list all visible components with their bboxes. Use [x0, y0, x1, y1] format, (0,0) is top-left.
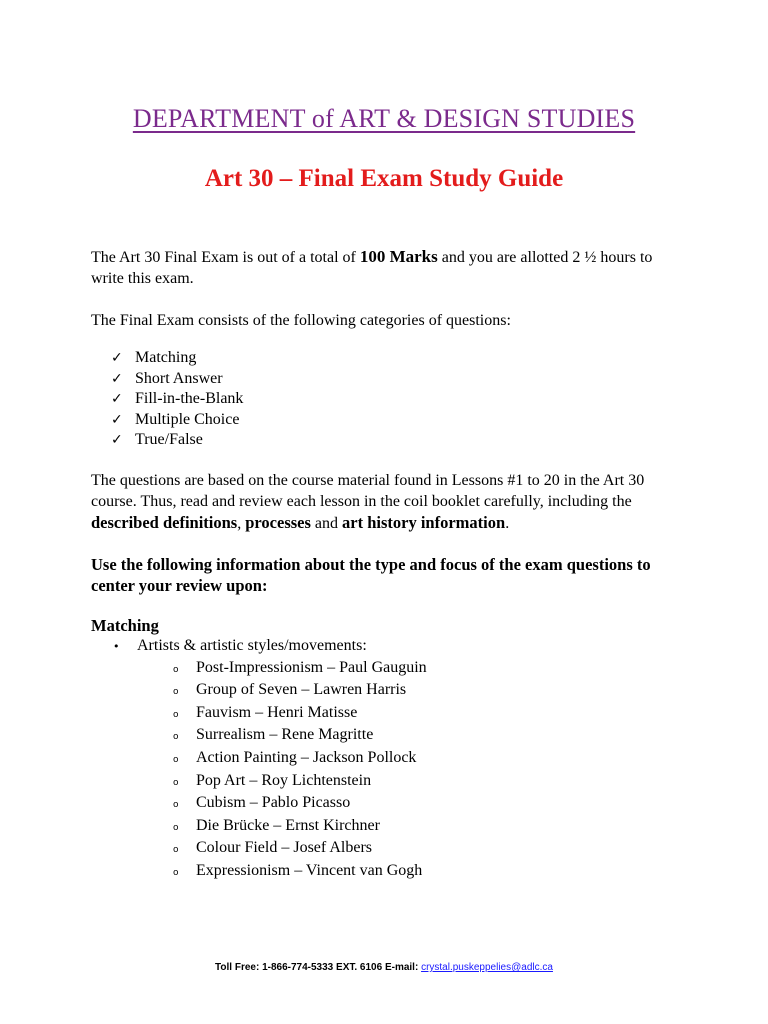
check-icon: ✓	[111, 411, 123, 428]
matching-sub-list	[91, 658, 681, 884]
check-icon: ✓	[111, 370, 123, 387]
bold-definitions: described definitions	[91, 512, 238, 532]
footer-text: Toll Free: 1-866-774-5333 EXT. 6106 E-mail:	[215, 962, 422, 973]
check-icon: ✓	[111, 432, 123, 449]
total-marks: 100 Marks	[359, 247, 438, 266]
questions-paragraph	[91, 470, 681, 534]
matching-pair: Action Painting – Jackson Pollock	[196, 748, 417, 766]
category-label: True/False	[135, 431, 203, 449]
list-item	[173, 725, 681, 748]
circle-bullet-icon: o	[173, 664, 179, 675]
list-item	[173, 771, 681, 794]
matching-heading: Matching	[91, 615, 159, 635]
circle-bullet-icon: o	[173, 845, 179, 856]
list-item	[173, 703, 681, 726]
circle-bullet-icon: o	[173, 732, 179, 743]
department-heading: DEPARTMENT of ART & DESIGN STUDIES	[132, 104, 636, 133]
categories-list	[91, 348, 681, 451]
list-item	[173, 838, 681, 861]
circle-bullet-icon: o	[173, 777, 179, 788]
matching-pair: Expressionism – Vincent van Gogh	[196, 861, 423, 879]
matching-pair: Die Brücke – Ernst Kirchner	[196, 816, 380, 834]
list-item	[173, 861, 681, 884]
category-label: Multiple Choice	[135, 410, 240, 428]
document-body	[91, 246, 681, 884]
separator: ,	[237, 514, 246, 532]
matching-pair: Fauvism – Henri Matisse	[196, 703, 358, 721]
matching-pair: Colour Field – Josef Albers	[196, 839, 372, 857]
use-info-heading: Use the following information about the type and focus of the exam questions to center your review upon:	[91, 554, 651, 595]
intro-text-after: and you are allotted 2 ½ hours to write this exam.	[91, 249, 653, 287]
circle-bullet-icon: o	[173, 800, 179, 811]
footer-contact	[0, 962, 768, 973]
list-item	[173, 793, 681, 816]
category-label: Matching	[135, 349, 197, 366]
bold-art-history: art history information	[342, 512, 506, 532]
list-item	[111, 369, 681, 390]
category-label: Fill-in-the-Blank	[135, 390, 244, 408]
intro-text-before: The Art 30 Final Exam is out of a total of	[91, 249, 360, 266]
category-label: Short Answer	[135, 369, 223, 387]
document-title: Art 30 – Final Exam Study Guide	[204, 165, 564, 192]
matching-pair: Cubism – Pablo Picasso	[196, 794, 351, 812]
list-item	[173, 816, 681, 839]
list-item	[111, 430, 681, 451]
period: .	[505, 514, 510, 532]
check-icon: ✓	[111, 350, 123, 366]
list-item	[111, 410, 681, 431]
bullet-label: Artists & artistic styles/movements:	[137, 636, 367, 654]
check-icon: ✓	[111, 391, 123, 408]
matching-pair: Post-Impressionism – Paul Gauguin	[196, 658, 427, 676]
list-item	[111, 389, 681, 410]
circle-bullet-icon: o	[173, 822, 179, 833]
circle-bullet-icon: o	[173, 687, 179, 698]
list-item	[111, 348, 681, 369]
circle-bullet-icon: o	[173, 754, 179, 765]
list-item	[173, 680, 681, 703]
matching-list	[91, 636, 681, 658]
circle-bullet-icon: o	[173, 867, 179, 878]
email-link[interactable]: crystal.puskeppelies@adlc.ca	[421, 962, 553, 973]
questions-text: The questions are based on the course material found in Lessons #1 to 20 in the Art 30 course. Thus, read and review each lesson in the coil booklet carefully, including the	[91, 471, 645, 510]
separator: and	[310, 514, 343, 532]
list-item	[173, 748, 681, 771]
matching-pair: Group of Seven – Lawren Harris	[196, 681, 407, 699]
intro-paragraph	[91, 246, 681, 289]
bullet-icon: •	[113, 639, 120, 653]
list-item	[173, 658, 681, 681]
list-item	[113, 636, 681, 658]
matching-pair: Pop Art – Roy Lichtenstein	[196, 771, 372, 789]
circle-bullet-icon: o	[173, 709, 179, 720]
matching-pair: Surrealism – Rene Magritte	[196, 726, 374, 744]
bold-processes: processes	[245, 512, 311, 532]
categories-intro: The Final Exam consists of the following categories of questions:	[91, 312, 511, 329]
